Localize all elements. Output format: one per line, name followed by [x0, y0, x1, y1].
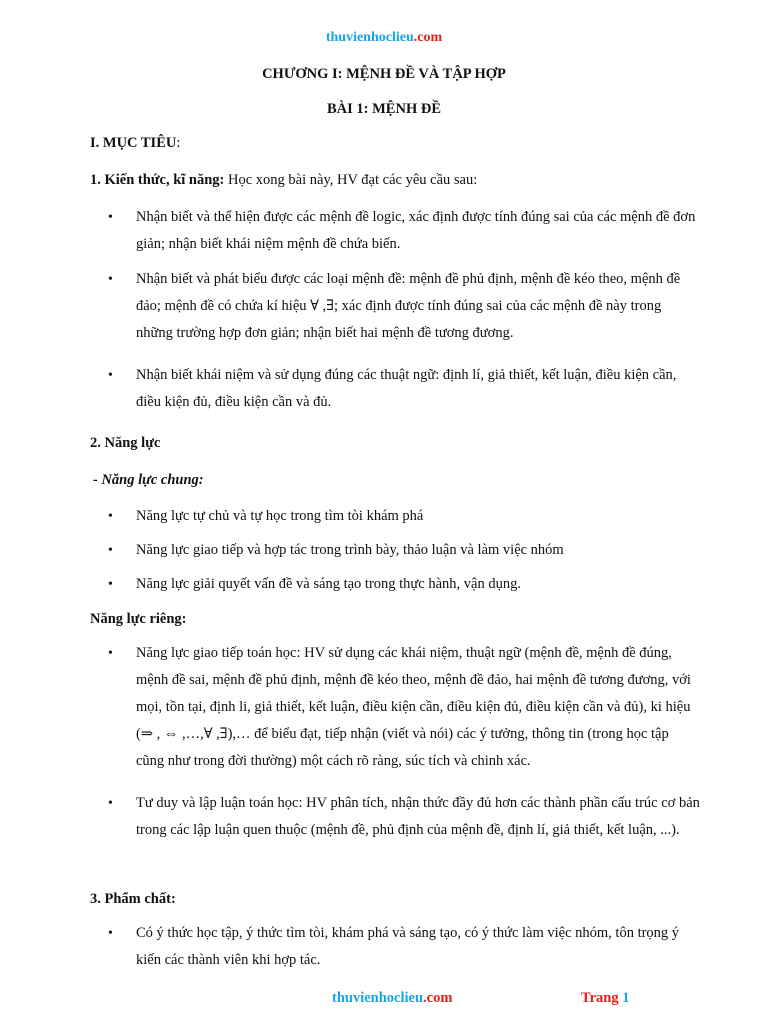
list-item: [90, 204, 700, 258]
list-item: [90, 503, 700, 530]
bullet-icon: •: [108, 646, 113, 661]
knowledge-intro: Học xong bài này, HV đạt các yêu cầu sau:: [224, 172, 478, 188]
list-item: [90, 920, 700, 974]
ability-heading: [90, 435, 160, 452]
knowledge-heading: [90, 172, 477, 189]
general-ability-label: - Năng lực chung:: [93, 472, 204, 488]
specific-item-text: Tư duy và lập luận toán học: HV phân tích, nhận thức đầy đủ hơn các thành phần cấu trúc cơ bản trong các lập luận quen thuộc (mệnh đề, phủ định của mệnh đề, định lí, giả thiết, kết luận, ...).: [136, 795, 700, 838]
ability-label: 2. Năng lực: [90, 435, 161, 451]
knowledge-item-text: Nhận biết và thể hiện được các mệnh đề logic, xác định được tính đúng sai của các mệnh đề đơn giản; nhận biết khái niệm mệnh đề chứa biến.: [136, 209, 696, 252]
section-objectives: [90, 135, 180, 152]
bullet-icon: •: [108, 577, 113, 592]
quality-label: 3. Phẩm chất:: [90, 891, 176, 907]
header-site-name: thuvienhoclieu: [325, 30, 414, 45]
section-objectives-label: I. MỤC TIÊU: [90, 135, 177, 151]
specific-ability-heading: [90, 611, 187, 628]
specific-item-text: Năng lực giao tiếp toán học: HV sử dụng các khái niệm, thuật ngữ (mệnh đề, mệnh đề đúng, mệnh đề sai, mệnh đề phủ định, mệnh đề kéo theo, mệnh đề đảo, hai mệnh đề tương đương, với mọi, tồn tại, định li, giả thiết, kết luận, điều kiện cần, điều kiện đủ, điều kiện cần và đủ), ki hiệu (⇒ , ⇔ ,…,∀ ,∃),… để biểu đạt, tiếp nhận (viết và nói) các ý tưởng, thông tin (trong học tập cũng như trong đời thường) một cách rõ ràng, súc tích và chinh xác.: [136, 645, 691, 769]
footer-page-label: Trang: [581, 990, 619, 1006]
header-site[interactable]: [0, 30, 768, 46]
list-item: [90, 266, 700, 347]
footer-site-domain: .com: [423, 990, 453, 1006]
list-item: [90, 362, 700, 416]
footer-site-name: thuvienhoclieu: [332, 990, 424, 1006]
quality-heading: [90, 891, 176, 908]
bullet-icon: •: [108, 543, 113, 558]
section-objectives-suffix: :: [176, 135, 181, 151]
knowledge-item-text: Nhận biết và phát biểu được các loại mệnh đề: mệnh đề phủ định, mệnh đề kéo theo, mệnh đề đảo; mệnh đề có chứa kí hiệu ∀ ,∃; xác định được tính đúng sai của các mệnh đề này trong những trường hợp đơn giản; nhận biết hai mệnh đề tương đương.: [136, 271, 681, 341]
knowledge-item-text: Nhận biết khái niệm và sử dụng đúng các thuật ngữ: định lí, giả thiết, kết luận, điều kiện cần, điều kiện đủ, điều kiện cần và đủ.: [136, 367, 677, 410]
bullet-icon: •: [108, 368, 113, 383]
lesson-title: BÀI 1: MỆNH ĐỀ: [327, 101, 441, 117]
bullet-icon: •: [108, 272, 113, 287]
footer-page: [581, 990, 629, 1007]
quality-item-text: Có ý thức học tập, ý thức tìm tòi, khám phá và sáng tạo, có ý thức làm việc nhóm, tôn trọng ý kiến các thành viên khi hợp tác.: [136, 925, 680, 968]
specific-ability-label: Năng lực riêng:: [90, 611, 187, 627]
list-item: [90, 790, 700, 844]
header-site-domain: .com: [413, 30, 443, 45]
general-item-text: Năng lực giao tiếp và hợp tác trong trình bày, thảo luận và làm việc nhóm: [136, 542, 564, 558]
bullet-icon: •: [108, 210, 113, 225]
general-item-text: Năng lực tự chủ và tự học trong tìm tòi khám phá: [136, 508, 424, 524]
footer-page-number: 1: [622, 990, 630, 1006]
knowledge-label: 1. Kiến thức, kĩ năng:: [90, 172, 225, 188]
list-item: [90, 640, 700, 775]
bullet-icon: •: [108, 796, 113, 811]
footer-site[interactable]: [332, 990, 452, 1007]
list-item: [90, 571, 700, 598]
bullet-icon: •: [108, 926, 113, 941]
chapter-title: CHƯƠNG I: MỆNH ĐỀ VÀ TẬP HỢP: [262, 66, 506, 82]
general-item-text: Năng lực giải quyết vấn đề và sáng tạo trong thực hành, vận dụng.: [136, 576, 521, 592]
list-item: [90, 537, 700, 564]
bullet-icon: •: [108, 509, 113, 524]
general-ability-heading: [93, 472, 204, 489]
